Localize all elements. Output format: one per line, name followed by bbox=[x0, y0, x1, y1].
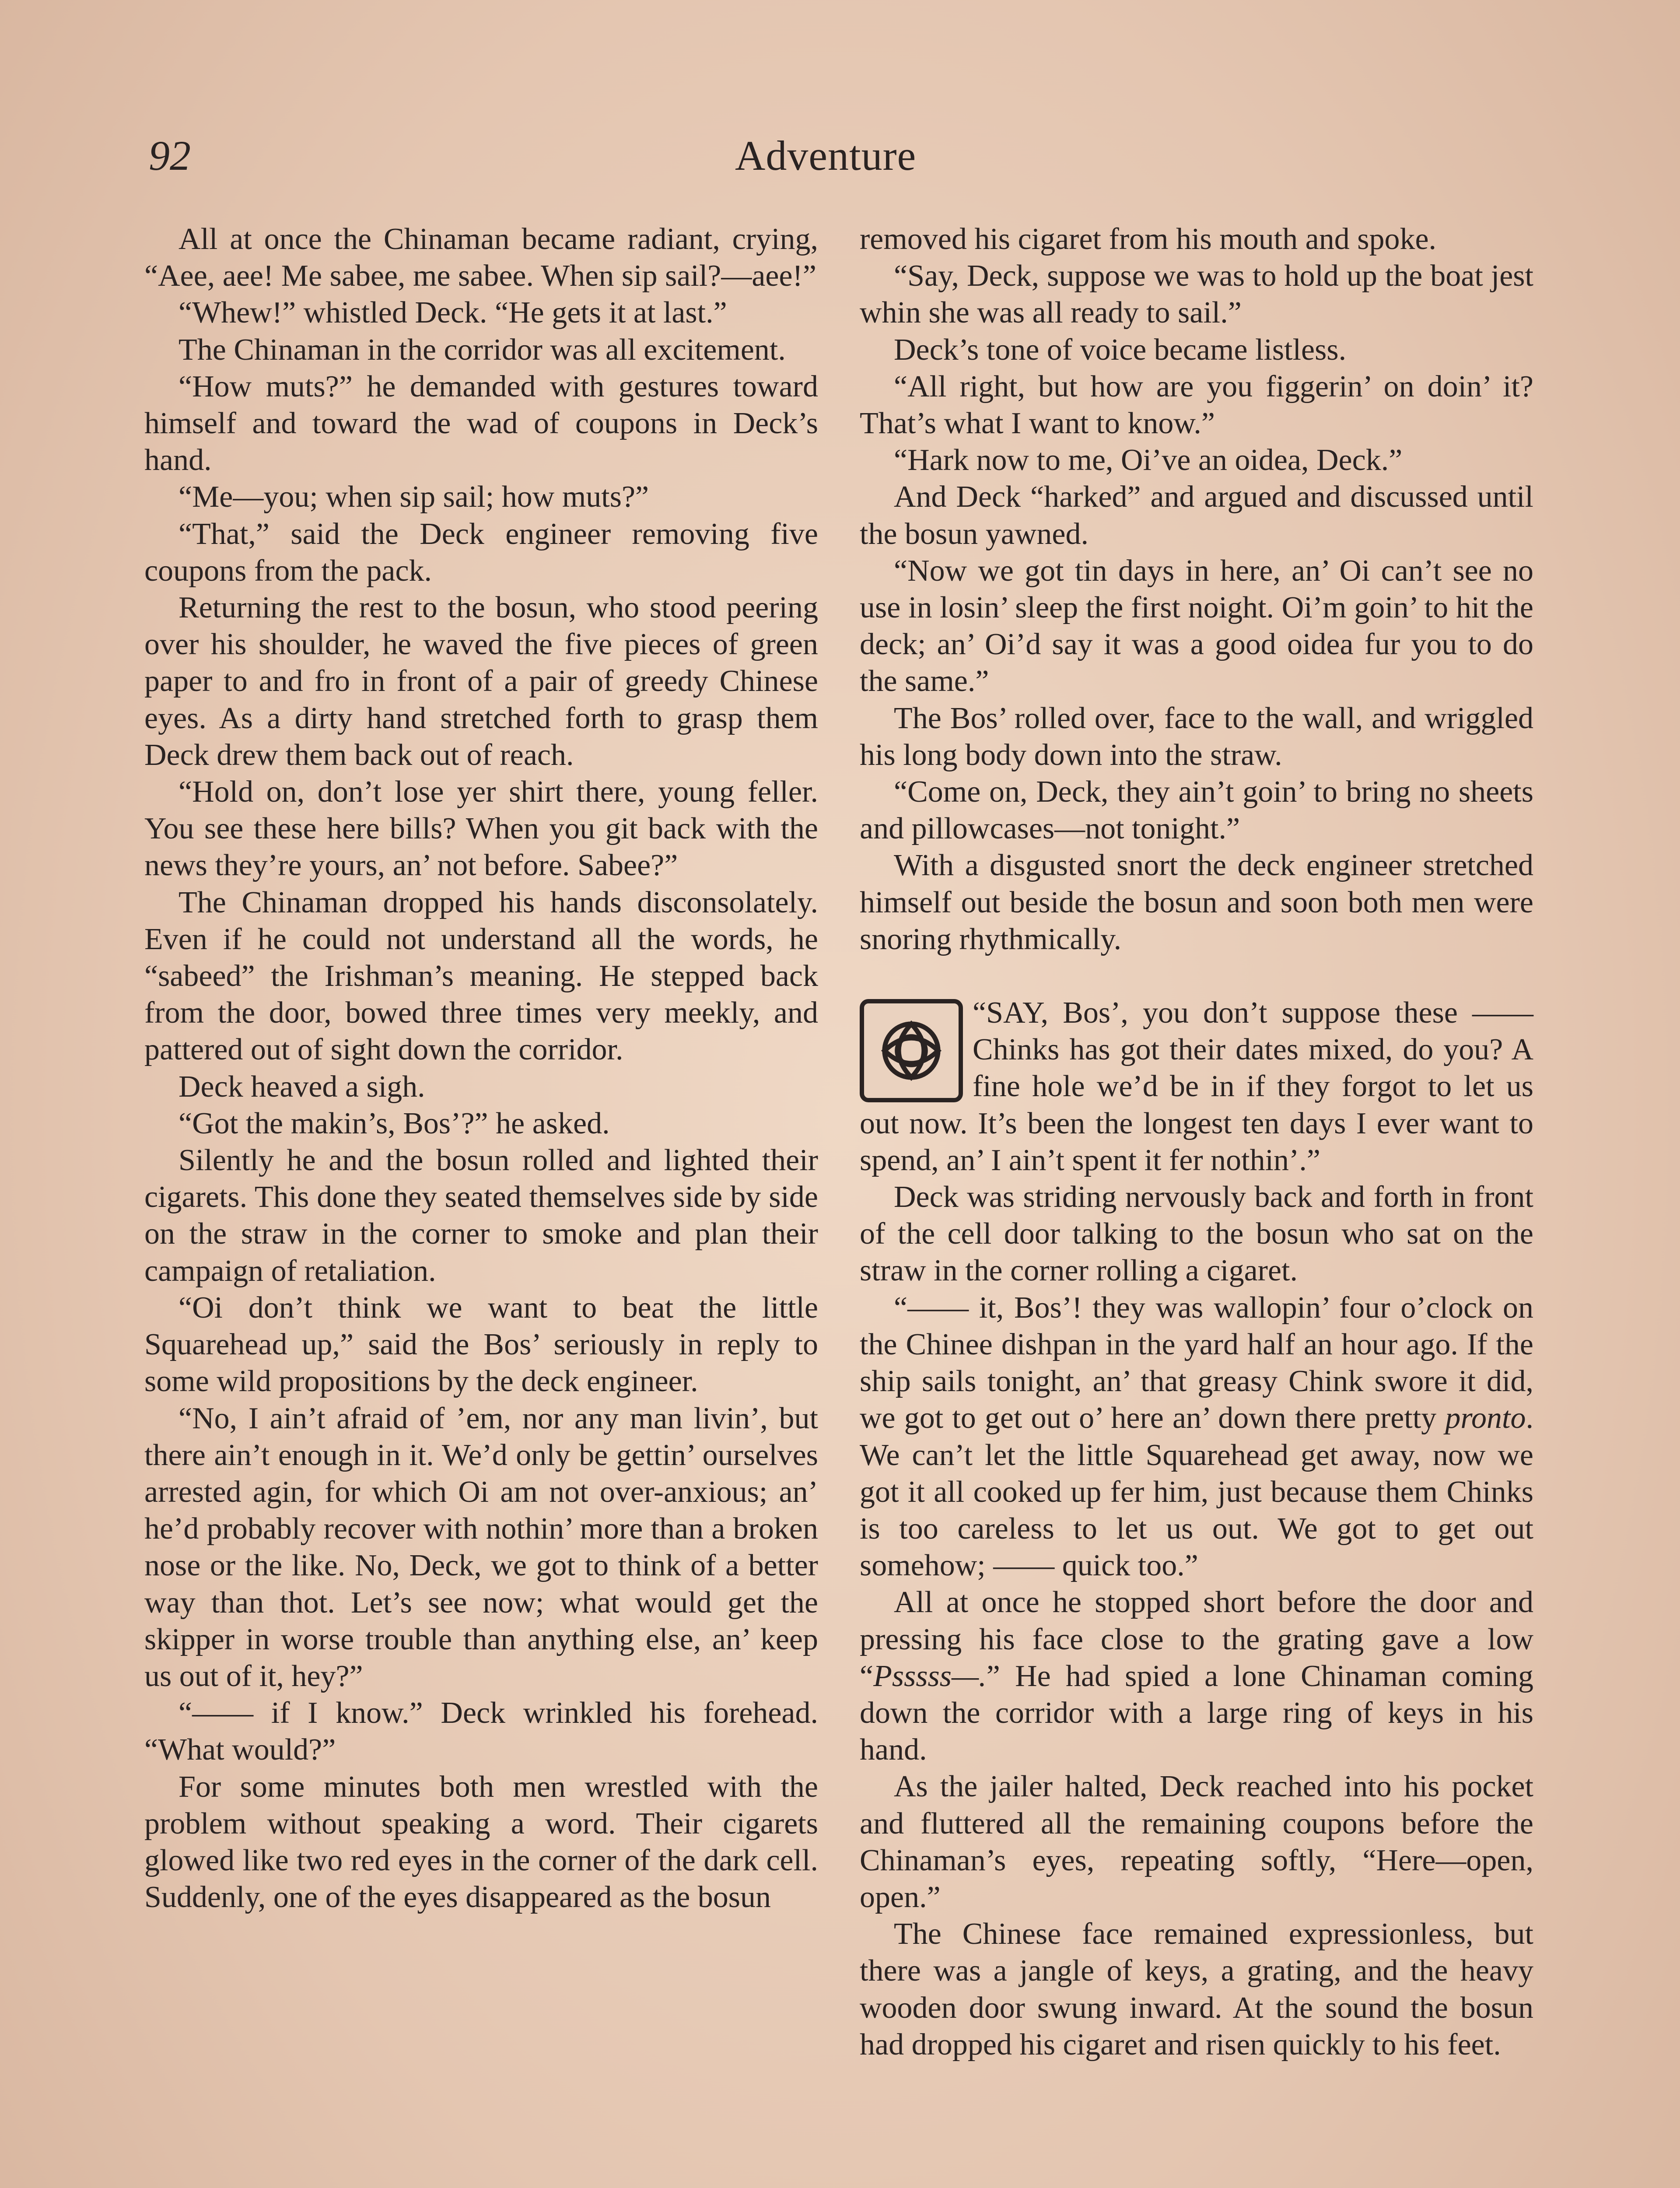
paragraph: “Hold on, don’t lose yer shirt there, young feller. You see these here bills? When you git back with the news they’re yours, an’ not before. Sabee?” bbox=[144, 775, 818, 883]
paragraph: Silently he and the bosun rolled and lighted their cigarets. This done they seated themselves side by side on the straw in the corner to smoke and plan their campaign of retaliation. bbox=[144, 1143, 818, 1288]
paragraph: “Now we got tin days in here, an’ Oi can’t see no use in losin’ sleep the first noight. Oi’m goin’ to hit the deck; an’ Oi’d say it was a good oidea fur you to do the same.” bbox=[860, 554, 1533, 698]
section-opening-text: “SAY, Bos’, you don’t suppose these —— Chinks has got their dates mixed, do you? A fine hole we’d be in if they forgot to let us out now. It’s been the longest ten days I ever want to spend, an’ I ain’t spent it fer nothin’.” bbox=[860, 996, 1533, 1177]
paragraph: Deck was striding nervously back and forth in front of the cell door talking to the bosun who sat on the straw in the corner rolling a cigaret. bbox=[860, 1180, 1533, 1288]
paragraph: All at once the Chinaman became radiant, crying, “Aee, aee! Me sabee, me sabee. When sip sail?—aee!” bbox=[144, 222, 818, 293]
paragraph: “Come on, Deck, they ain’t goin’ to bring no sheets and pillowcases—not tonight.” bbox=[860, 775, 1533, 846]
paragraph: “No, I ain’t afraid of ’em, nor any man livin’, but there ain’t enough in it. We’d only be gettin’ ourselves arrested agin, for which Oi am not over-anxious; an’ he’d probably recover with nothin’ more than a broken nose or the like. No, Deck, we got to think of a better way than thot. Let’s see now; what would get the skipper in worse trouble than anything else, an’ keep us out of it, hey?” bbox=[144, 1401, 818, 1693]
paragraph: The Chinaman dropped his hands disconsolately. Even if he could not understand all the words, he “sabeed” the Irishman’s meaning. He stepped back from the door, bowed three times very meekly, and pattered out of sight down the corridor. bbox=[144, 885, 818, 1067]
page-header bbox=[0, 131, 1680, 188]
right-column-part-two bbox=[860, 1179, 1533, 1290]
paragraph-pssss-after: ” He had spied a lone Chinaman coming down the corridor with a large ring of keys in his hand. bbox=[860, 1659, 1533, 1767]
paragraph-pronto bbox=[860, 1290, 1533, 1585]
paragraph: Deck’s tone of voice became listless. bbox=[894, 333, 1347, 367]
paragraph: “—— if I know.” Deck wrinkled his forehead. “What would?” bbox=[144, 1696, 818, 1767]
paragraph: “Oi don’t think we want to beat the little Squarehead up,” said the Bos’ seriously in reply to some wild propositions by the deck engineer. bbox=[144, 1290, 818, 1399]
paragraph: “Whew!” whistled Deck. “He gets it at last.” bbox=[178, 296, 727, 330]
paragraph: “Got the makin’s, Bos’?” he asked. bbox=[178, 1106, 610, 1140]
paragraph: With a disgusted snort the deck engineer stretched himself out beside the bosun and soon both men were snoring rhythmically. bbox=[860, 849, 1533, 956]
paragraph: “That,” said the Deck engineer removing five coupons from the pack. bbox=[144, 517, 818, 588]
paragraph: “Say, Deck, suppose we was to hold up the boat jest whin she was all ready to sail.” bbox=[860, 259, 1533, 330]
paragraph-pssss bbox=[860, 1584, 1533, 1768]
paragraph: The Chinaman in the corridor was all excitement. bbox=[178, 333, 786, 367]
paragraph: The Bos’ rolled over, face to the wall, and wriggled his long body down into the straw. bbox=[860, 701, 1533, 772]
right-column-part-three bbox=[860, 1768, 1533, 2063]
paragraph: “Me—you; when sip sail; how muts?” bbox=[178, 480, 649, 514]
italic-pssss: Psssss—. bbox=[873, 1659, 987, 1693]
paragraph: Returning the rest to the bosun, who stood peering over his shoulder, he waved the five pieces of green paper to and fro in front of a pair of greedy Chinese eyes. As a dirty hand stretched forth to grasp them Deck drew them back out of reach. bbox=[144, 591, 818, 772]
paragraph: As the jailer halted, Deck reached into his pocket and fluttered all the remaining coupons before the Chinaman’s eyes, repeating softly, “Here—open, open.” bbox=[860, 1770, 1533, 1914]
paragraph-pronto-before: “—— it, Bos’! they was wallopin’ four o’clock on the Chinee dishpan in the yard half an hour ago. If the ship sails tonight, an’ that greasy Chink swore it did, we got to get out o’ here an’ down there pretty bbox=[860, 1290, 1533, 1435]
paragraph-pssss-before: All at once he stopped short before the door and pressing his face close to the grating gave a low “ bbox=[860, 1585, 1533, 1693]
italic-pronto: pronto bbox=[1445, 1401, 1526, 1435]
running-title: Adventure bbox=[735, 132, 917, 179]
section-opening-paragraph bbox=[860, 995, 1533, 1179]
paragraph: “All right, but how are you figgerin’ on doin’ it? That’s what I want to know.” bbox=[860, 369, 1533, 441]
paragraph: For some minutes both men wrestled with the problem without speaking a word. Their cigarets glowed like two red eyes in the corner of the dark cell. Suddenly, one of the eyes disappeared as the bosun bbox=[144, 1770, 818, 1914]
paragraph: The Chinese face remained expressionless, but there was a jangle of keys, a grating, and the heavy wooden door swung inward. At the sound the bosun had dropped his cigaret and risen quickly to his feet. bbox=[860, 1917, 1533, 2062]
paragraph: Deck heaved a sigh. bbox=[178, 1069, 425, 1104]
right-column bbox=[860, 221, 1533, 2063]
paragraph: “Hark now to me, Oi’ve an oidea, Deck.” bbox=[894, 443, 1403, 477]
paragraph: removed his cigaret from his mouth and spoke. bbox=[860, 222, 1437, 256]
right-column-part-one bbox=[860, 221, 1533, 958]
left-column bbox=[144, 221, 818, 1916]
section-break bbox=[860, 958, 1533, 995]
paragraph-pronto-after: . We can’t let the little Squarehead get away, now we got it all cooked up fer him, just because them Chinks is too careless to let us out. We got to get out somehow; —— quick too.” bbox=[860, 1401, 1533, 1583]
celtic-knot-ornament-icon bbox=[860, 999, 963, 1102]
page-number: 92 bbox=[149, 132, 191, 179]
paragraph: And Deck “harked” and argued and discussed until the bosun yawned. bbox=[860, 480, 1533, 551]
paragraph: “How muts?” he demanded with gestures toward himself and toward the wad of coupons in Deck’s hand. bbox=[144, 369, 818, 477]
